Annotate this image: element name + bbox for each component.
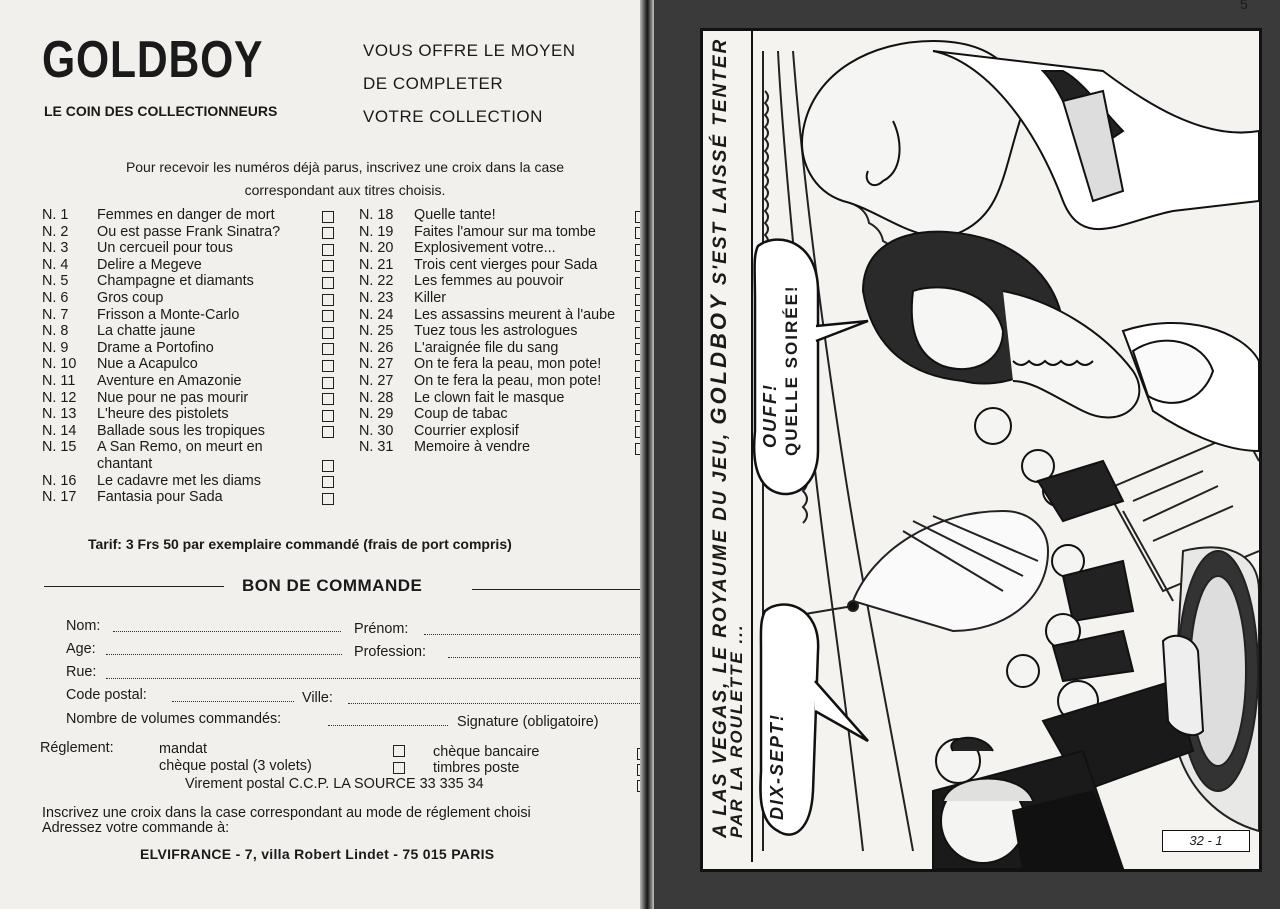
issue-checkbox[interactable] <box>322 244 334 256</box>
issue-row <box>42 257 342 274</box>
cheque-postal-checkbox[interactable] <box>393 762 405 774</box>
age-field[interactable] <box>106 653 342 655</box>
issue-row <box>42 307 342 324</box>
issue-row <box>42 240 342 257</box>
reglement-label: Réglement: <box>40 740 114 756</box>
issue-row <box>359 390 646 407</box>
issue-row <box>359 439 646 456</box>
issue-number: N. 4 <box>42 256 69 273</box>
issue-number: N. 18 <box>359 207 394 223</box>
cheque-postal-label: chèque postal (3 volets) <box>159 758 312 774</box>
issue-row <box>359 290 646 307</box>
brand-title: GOLDBOY <box>42 31 264 89</box>
instructions-line: Adressez votre commande à: <box>42 820 230 836</box>
instructions-line: Inscrivez une croix dans la case correspondant au mode de réglement choisi <box>42 805 531 821</box>
issue-number: N. 23 <box>359 289 394 306</box>
issue-checkbox[interactable] <box>322 294 334 306</box>
issue-title: Explosivement votre... <box>414 240 556 257</box>
issue-row <box>359 423 646 440</box>
caption-text: S'EST LAISSÉ TENTER <box>710 37 731 286</box>
issue-row <box>359 207 646 224</box>
issue-checkbox[interactable] <box>322 493 334 505</box>
issue-title: Memoire à vendre <box>414 439 530 456</box>
issue-number: N. 10 <box>42 356 77 373</box>
issue-title: Faites l'amour sur ma tombe <box>414 223 596 240</box>
issue-title: Fantasia pour Sada <box>97 489 223 506</box>
issue-title: Courrier explosif <box>414 422 519 439</box>
issue-row <box>359 406 646 423</box>
signature-label: Signature (obligatoire) <box>457 714 599 730</box>
issue-row <box>359 224 646 241</box>
issue-number: N. 7 <box>42 306 69 323</box>
issue-number: N. 26 <box>359 339 394 356</box>
issue-row <box>359 307 646 324</box>
order-address: ELVIFRANCE - 7, villa Robert Lindet - 75 015 PARIS <box>140 846 495 862</box>
page-gutter <box>640 0 654 909</box>
issue-title: Champagne et diamants <box>97 273 254 290</box>
issue-title: L'heure des pistolets <box>97 406 229 423</box>
bubble-text: QUELLE SOIRÉE! <box>782 284 801 456</box>
issue-number: N. 2 <box>42 223 69 240</box>
issue-row <box>42 356 342 373</box>
volumes-field[interactable] <box>328 724 448 726</box>
intro-line: Pour recevoir les numéros déjà parus, inscrivez une croix dans la case <box>125 159 565 175</box>
issue-number: N. 11 <box>42 372 76 389</box>
volumes-label: Nombre de volumes commandés: <box>66 711 282 727</box>
issue-row <box>359 240 646 257</box>
issue-row <box>42 423 342 440</box>
issue-title: Killer <box>414 289 446 306</box>
issue-row <box>42 207 342 224</box>
issue-number: N. 22 <box>359 273 394 290</box>
issue-title: On te fera la peau, mon pote! <box>414 372 602 389</box>
issue-row <box>42 224 342 241</box>
prenom-label: Prénom: <box>354 621 409 637</box>
issue-number: N. 27 <box>359 356 394 373</box>
issue-title: Drame a Portofino <box>97 339 214 356</box>
issue-row <box>359 340 646 357</box>
offer-text <box>363 34 576 133</box>
issue-title: Un cercueil pour tous <box>97 240 233 257</box>
issue-title: Gros coup <box>97 289 164 306</box>
issue-title: Quelle tante! <box>414 207 496 223</box>
issue-title: Coup de tabac <box>414 406 508 423</box>
issue-number: N. 29 <box>359 406 394 423</box>
issue-title: A San Remo, on meurt en chantant <box>97 439 263 472</box>
issue-row <box>42 406 342 423</box>
issue-title: Nue pour ne pas mourir <box>97 389 249 406</box>
issue-checkbox[interactable] <box>322 343 334 355</box>
cheque-bancaire-label: chèque bancaire <box>433 744 540 760</box>
chandelier <box>793 511 1048 631</box>
issue-title: Trois cent vierges pour Sada <box>414 256 598 273</box>
issue-number: N. 9 <box>42 339 69 356</box>
issue-row <box>42 290 342 307</box>
issue-checkbox[interactable] <box>322 476 334 488</box>
issue-number: N. 5 <box>42 273 69 290</box>
timbres-label: timbres poste <box>433 760 520 776</box>
rue-label: Rue: <box>66 664 97 680</box>
issue-number: N. 8 <box>42 323 69 340</box>
issue-number: N. 15 <box>42 439 77 456</box>
nom-label: Nom: <box>66 618 101 634</box>
code-postal-field[interactable] <box>172 700 294 702</box>
issue-number: N. 12 <box>42 389 77 406</box>
brand-subtitle: LE COIN DES COLLECTIONNEURS <box>44 103 278 119</box>
issue-title: La chatte jaune <box>97 323 196 340</box>
issue-title: Tuez tous les astrologues <box>414 323 578 340</box>
age-label: Age: <box>66 641 96 657</box>
issue-checkbox[interactable] <box>322 277 334 289</box>
issue-title: Les femmes au pouvoir <box>414 273 564 290</box>
divider <box>472 589 646 590</box>
issue-checkbox[interactable] <box>322 360 334 372</box>
offer-line: VOTRE COLLECTION <box>363 107 543 126</box>
divider <box>44 586 224 587</box>
issue-row <box>359 373 646 390</box>
offer-line: DE COMPLETER <box>363 74 504 93</box>
caption-text: A LAS VEGAS, LE ROYAUME DU JEU, <box>710 431 731 838</box>
issue-row <box>42 489 342 506</box>
page-number: 5 <box>1240 0 1248 12</box>
issue-title: On te fera la peau, mon pote! <box>414 356 602 373</box>
issue-number: N. 31 <box>359 439 394 456</box>
tarif-text: Tarif: 3 Frs 50 par exemplaire commandé (frais de port compris) <box>88 536 512 552</box>
issue-number: N. 27 <box>359 372 394 389</box>
issue-row <box>359 257 646 274</box>
panel-code: 32 - 1 <box>1162 830 1250 852</box>
issue-title: Le cadavre met les diams <box>97 472 261 489</box>
mandat-label: mandat <box>159 741 207 757</box>
issue-list-left <box>42 207 342 506</box>
issue-checkbox[interactable] <box>322 377 334 389</box>
woman-blonde <box>802 41 1259 237</box>
issue-title: L'araignée file du sang <box>414 339 559 356</box>
issue-list-right <box>359 207 646 456</box>
intro-line: correspondant aux titres choisis. <box>244 182 446 198</box>
issue-number: N. 25 <box>359 323 394 340</box>
issue-checkbox[interactable] <box>322 426 334 438</box>
bubble-text: OUFF! <box>760 383 780 448</box>
woman-brunette <box>863 232 1259 451</box>
issue-number: N. 30 <box>359 422 394 439</box>
code-postal-label: Code postal: <box>66 687 147 703</box>
issue-checkbox[interactable] <box>322 460 334 472</box>
issue-row <box>359 273 646 290</box>
issue-checkbox[interactable] <box>322 260 334 272</box>
issue-number: N. 16 <box>42 472 77 489</box>
issue-number: N. 21 <box>359 256 394 273</box>
issue-number: N. 17 <box>42 489 77 506</box>
virement-label: Virement postal C.C.P. LA SOURCE 33 335 34 <box>185 776 484 792</box>
issue-row <box>42 273 342 290</box>
profession-field[interactable] <box>448 656 646 658</box>
issue-row <box>359 323 646 340</box>
issue-row <box>359 356 646 373</box>
issue-number: N. 20 <box>359 240 394 257</box>
issue-checkbox[interactable] <box>322 410 334 422</box>
profession-label: Profession: <box>354 644 426 660</box>
issue-number: N. 14 <box>42 422 77 439</box>
mandat-checkbox[interactable] <box>393 745 405 757</box>
issue-title: Nue a Acapulco <box>97 356 198 373</box>
bubble-text: DIX-SEPT! <box>767 712 787 820</box>
nom-field[interactable] <box>113 630 341 632</box>
issue-number: N. 24 <box>359 306 394 323</box>
ville-label: Ville: <box>302 690 333 706</box>
issue-checkbox[interactable] <box>322 393 334 405</box>
ville-field[interactable] <box>348 702 646 704</box>
issue-number: N. 6 <box>42 289 69 306</box>
issue-number: N. 13 <box>42 406 77 423</box>
issue-row <box>42 323 342 340</box>
issue-title: Aventure en Amazonie <box>97 372 242 389</box>
prenom-field[interactable] <box>424 633 646 635</box>
issue-checkbox[interactable] <box>322 327 334 339</box>
rue-field[interactable] <box>106 677 646 679</box>
issue-title: Frisson a Monte-Carlo <box>97 306 240 323</box>
caption-line-2: PAR LA ROULETTE ... <box>727 623 746 838</box>
issue-title: Ballade sous les tropiques <box>97 422 265 439</box>
issue-title: Delire a Megeve <box>97 256 202 273</box>
intro-text <box>40 156 646 202</box>
issue-title: Le clown fait le masque <box>414 389 565 406</box>
issue-number: N. 1 <box>42 207 69 223</box>
issue-checkbox[interactable] <box>322 227 334 239</box>
issue-number: N. 19 <box>359 223 394 240</box>
caption-goldboy: GOLDBOY <box>706 292 731 425</box>
issue-title: Les assassins meurent à l'aube <box>414 306 616 323</box>
casino-crowd <box>933 408 1203 869</box>
issue-row <box>42 373 342 390</box>
issue-number: N. 28 <box>359 389 394 406</box>
issue-checkbox[interactable] <box>322 211 334 223</box>
issue-row <box>42 473 342 490</box>
issue-title: Femmes en danger de mort <box>97 207 275 223</box>
issue-row <box>42 439 342 472</box>
offer-line: VOUS OFFRE LE MOYEN <box>363 41 576 60</box>
issue-row <box>42 340 342 357</box>
issue-row <box>42 390 342 407</box>
order-form-title: BON DE COMMANDE <box>242 576 423 595</box>
issue-number: N. 3 <box>42 240 69 257</box>
issue-checkbox[interactable] <box>322 310 334 322</box>
issue-title: Ou est passe Frank Sinatra? <box>97 223 281 240</box>
